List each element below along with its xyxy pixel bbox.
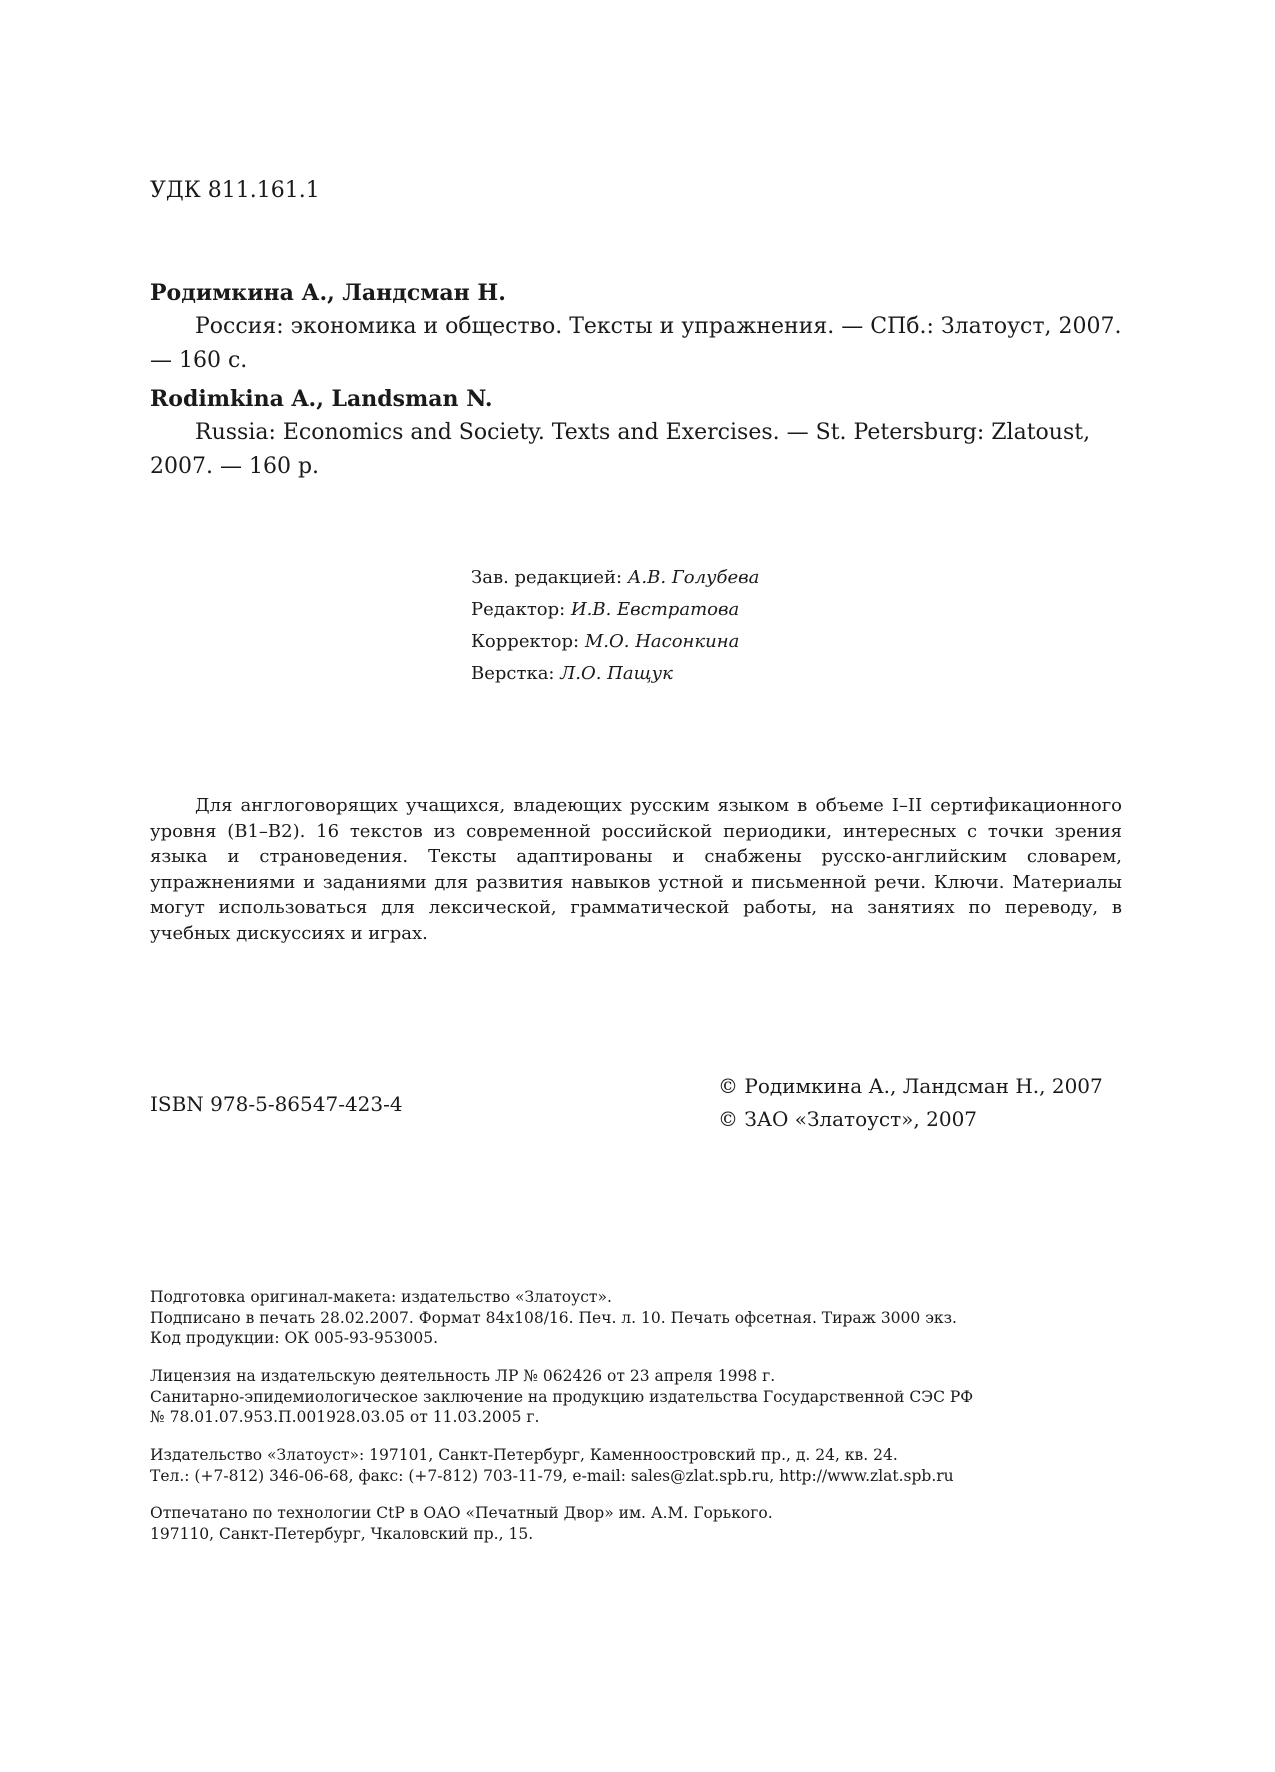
imprint-printer — [150, 1503, 1122, 1544]
imprint-line: Подготовка оригинал-макета: издательство «Златоуст». — [150, 1288, 612, 1306]
book-description-ru: Россия: экономика и общество. Тексты и упражнения. — СПб.: Златоуст, 2007. — 160 с. — [150, 314, 1122, 373]
imprint-line: Тел.: (+7-812) 346-06-68, факс: (+7-812) 703-11-79, e-mail: sales@zlat.spb.ru, http://www.zlat.spb.ru — [150, 1466, 954, 1485]
staff-name: И.В. Евстратова — [570, 599, 740, 620]
imprint-publisher — [150, 1445, 1122, 1486]
isbn: ISBN 978-5-86547-423-4 — [150, 1092, 403, 1116]
book-description-en: Russia: Economics and Society. Texts and Exercises. — St. Petersburg: Zlatoust, 2007. — 160 p. — [150, 420, 1091, 479]
bibliography-entry-en — [150, 382, 1122, 484]
udk-code: УДК 811.161.1 — [150, 178, 320, 203]
imprint-line: Код продукции: ОК 005-93-953005. — [150, 1329, 439, 1347]
editorial-staff — [471, 562, 759, 690]
staff-row — [471, 626, 759, 658]
copyright-line: © Родимкина А., Ландсман Н., 2007 — [718, 1074, 1103, 1098]
imprint-production — [150, 1287, 1122, 1349]
staff-row — [471, 658, 759, 690]
staff-row — [471, 562, 759, 594]
staff-name: М.О. Насонкина — [584, 631, 740, 652]
staff-role: Корректор: — [471, 631, 580, 652]
copyright-block — [718, 1070, 1103, 1136]
staff-name: Л.О. Пащук — [560, 663, 673, 684]
imprint-line: Издательство «Златоуст»: 197101, Санкт-Петербург, Каменноостровский пр., д. 24, кв. 24. — [150, 1446, 898, 1464]
imprint-line: Лицензия на издательскую деятельность ЛР № 062426 от 23 апреля 1998 г. — [150, 1367, 776, 1385]
author-names-en: Rodimkina A., Landsman N. — [150, 386, 493, 412]
copyright-line: © ЗАО «Златоуст», 2007 — [718, 1107, 978, 1131]
imprint-line: Санитарно-эпидемиологическое заключение на продукцию издательства Государственной СЭС РФ — [150, 1387, 974, 1406]
staff-role: Редактор: — [471, 599, 566, 620]
annotation: Для англоговорящих учащихся, владеющих русским языком в объеме I–II сертификационного уровня (В1–В2). 16 текстов из современной российской периодики, интересных с точки зрения языка и страноведения. Тексты адаптированы и снабжены русско-английским словарем, упражнениями и заданиями для развития навыков устной и письменной речи. Ключи. Материалы могут использоваться для лексической, грамматической работы, на занятиях по переводу, в учебных дискуссиях и играх. — [150, 795, 1122, 944]
staff-role: Верстка: — [471, 663, 555, 684]
staff-name: А.В. Голубева — [627, 567, 760, 588]
imprint-line: Подписано в печать 28.02.2007. Формат 84x108/16. Печ. л. 10. Печать офсетная. Тираж 3000 экз. — [150, 1308, 957, 1327]
staff-role: Зав. редакцией: — [471, 567, 623, 588]
imprint-license — [150, 1366, 1122, 1428]
imprint-line: 197110, Санкт-Петербург, Чкаловский пр., 15. — [150, 1524, 534, 1543]
author-names-ru: Родимкина А., Ландсман Н. — [150, 280, 506, 306]
imprint-line: Отпечатано по технологии CtP в ОАО «Печатный Двор» им. А.М. Горького. — [150, 1504, 773, 1522]
staff-row — [471, 594, 759, 626]
bibliography-entry-ru — [150, 276, 1122, 378]
imprint-line: № 78.01.07.953.П.001928.03.05 от 11.03.2005 г. — [150, 1408, 540, 1426]
